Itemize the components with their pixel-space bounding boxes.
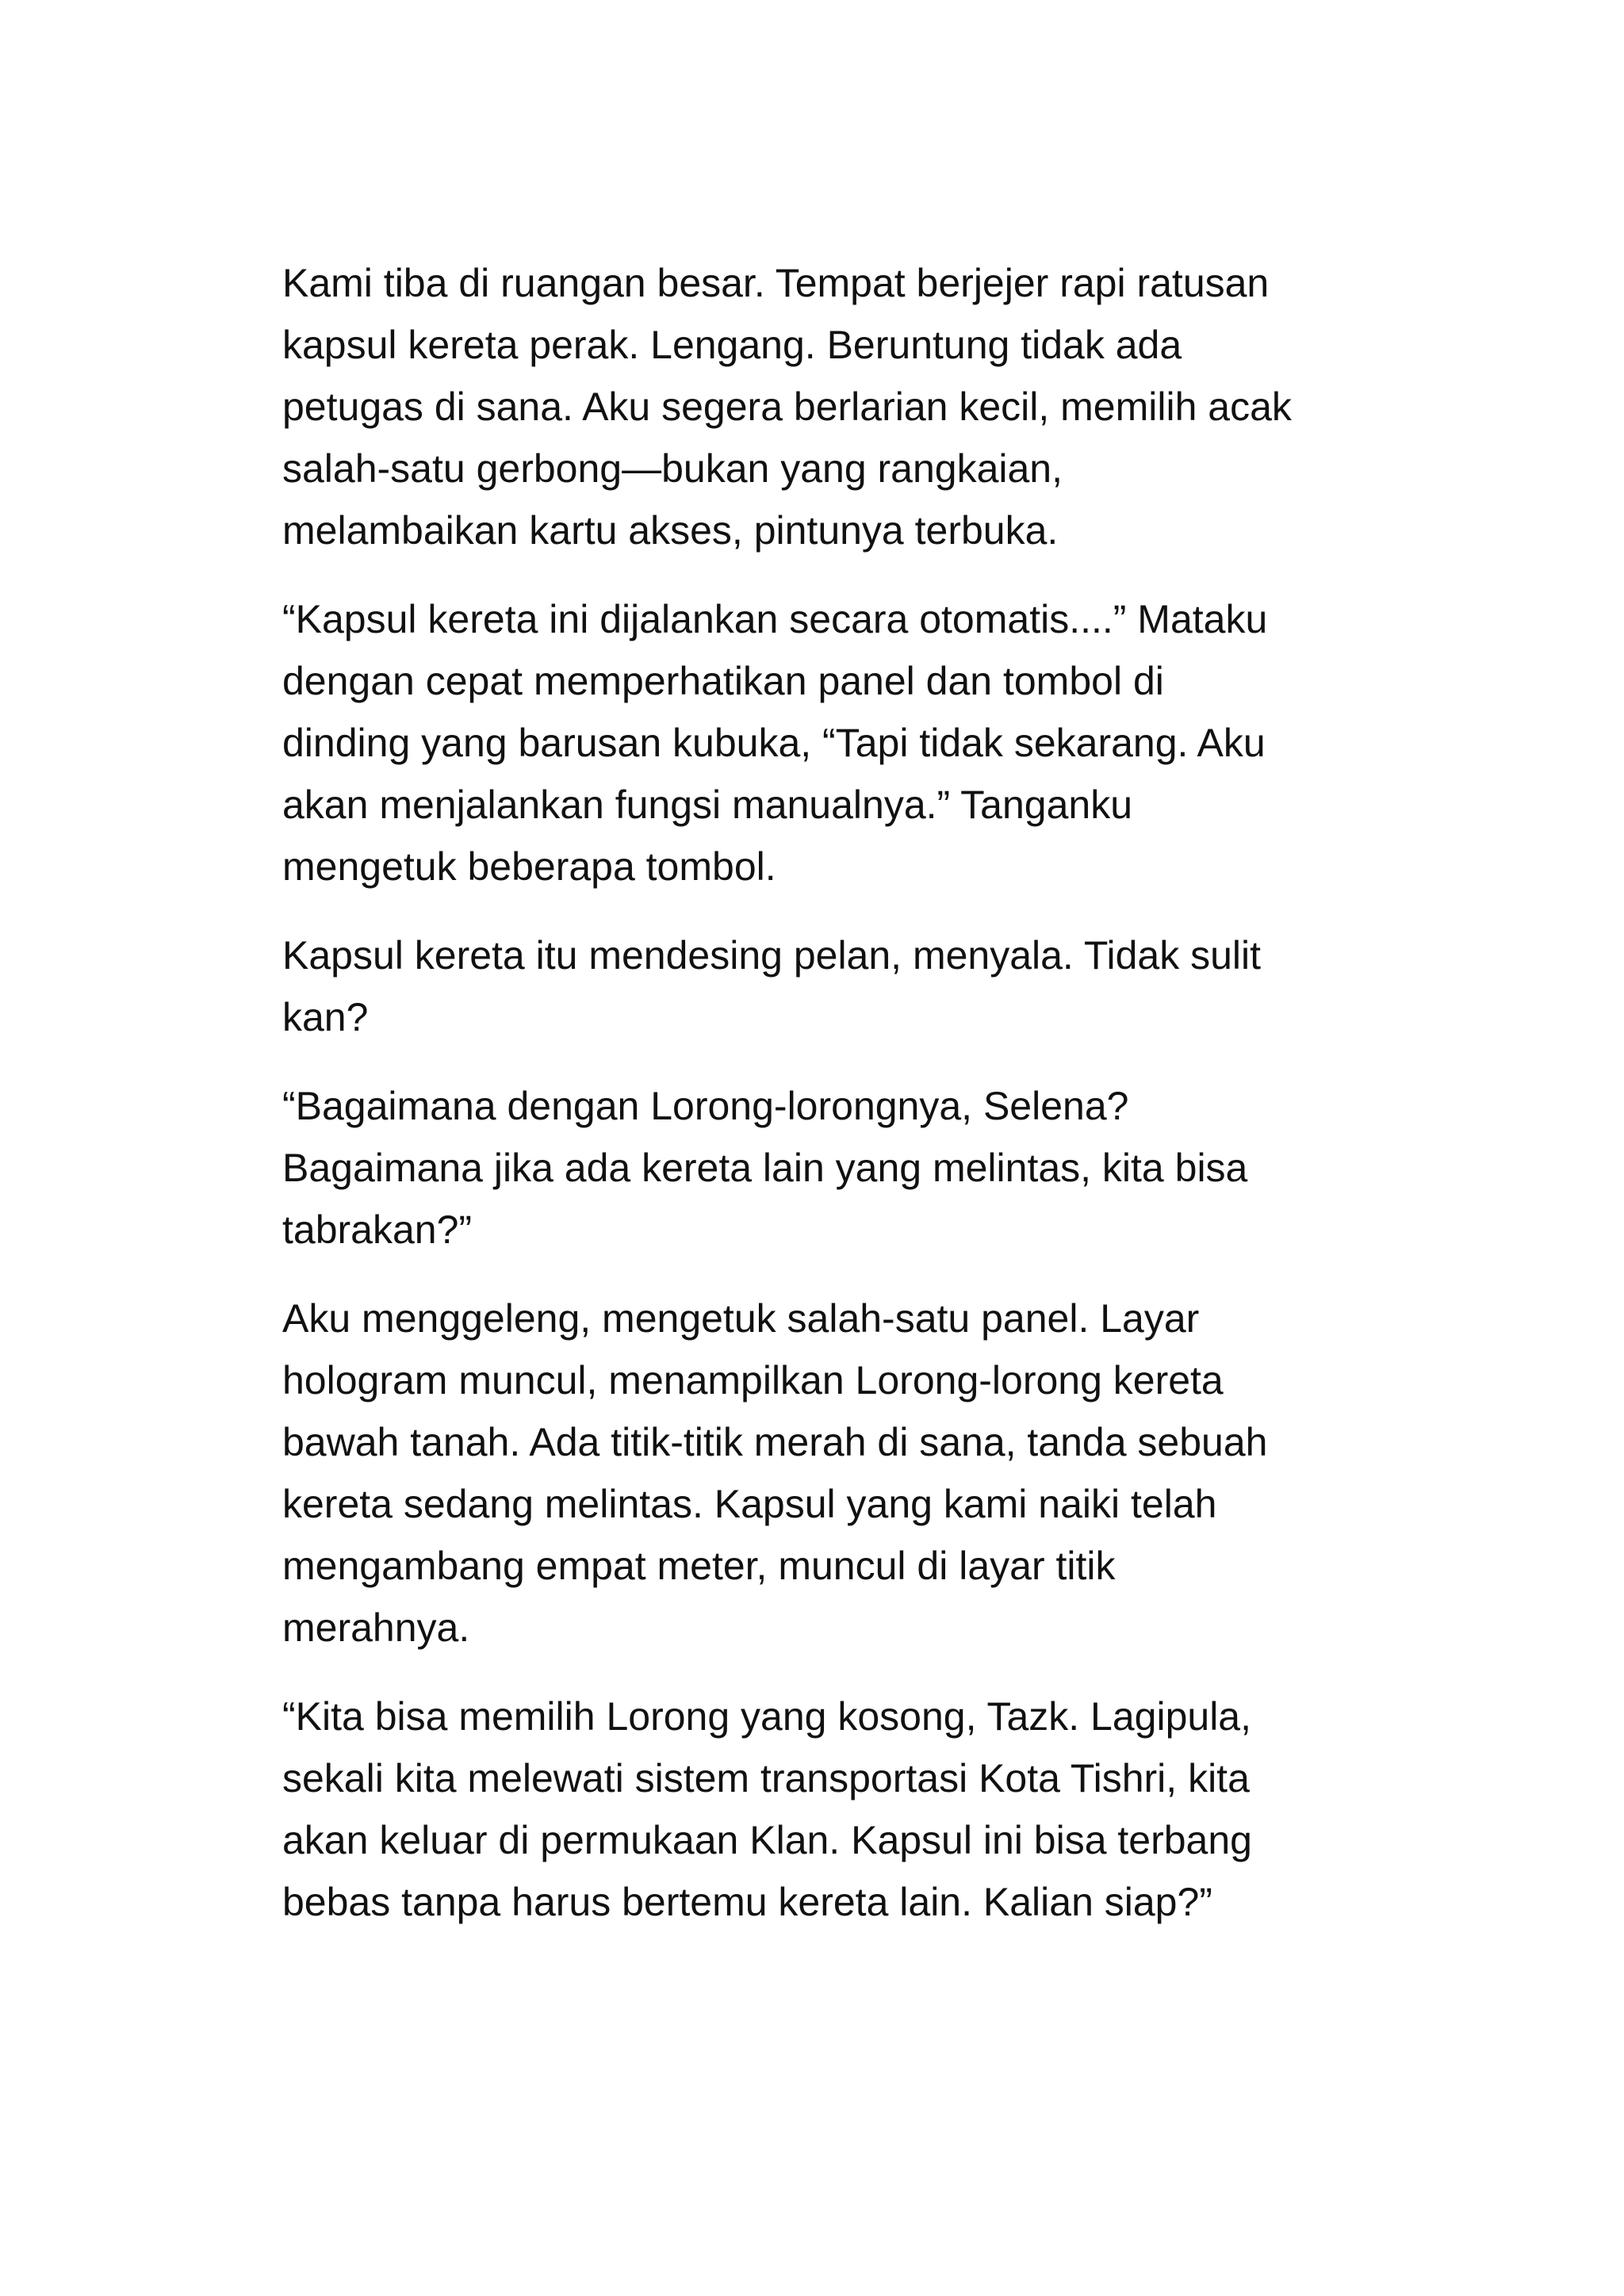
paragraph-line: kapsul kereta perak. Lengang. Beruntung tidak ada bbox=[282, 323, 1182, 367]
paragraph-line: bawah tanah. Ada titik-titik merah di sana, tanda sebuah bbox=[282, 1420, 1268, 1464]
paragraph-line: akan menjalankan fungsi manualnya.” Tanganku bbox=[282, 783, 1133, 827]
paragraph-line: Kapsul kereta itu mendesing pelan, menyala. Tidak sulit bbox=[282, 933, 1262, 978]
paragraph-4 bbox=[282, 1075, 1369, 1261]
paragraph-6 bbox=[282, 1686, 1369, 1933]
paragraph-line: “Bagaimana dengan Lorong-lorongnya, Selena? bbox=[282, 1084, 1129, 1128]
paragraph-line: dengan cepat memperhatikan panel dan tombol di bbox=[282, 659, 1164, 703]
paragraph-line: bebas tanpa harus bertemu kereta lain. Kalian siap?” bbox=[282, 1880, 1212, 1924]
paragraph-1 bbox=[282, 252, 1369, 561]
paragraph-line: sekali kita melewati sistem transportasi Kota Tishri, kita bbox=[282, 1756, 1250, 1800]
paragraph-line: tabrakan?” bbox=[282, 1207, 473, 1252]
paragraph-line: salah-satu gerbong—bukan yang rangkaian, bbox=[282, 446, 1063, 491]
paragraph-line: Kami tiba di ruangan besar. Tempat berjejer rapi ratusan bbox=[282, 261, 1270, 305]
paragraph-line: Bagaimana jika ada kereta lain yang melintas, kita bisa bbox=[282, 1146, 1248, 1190]
paragraph-5 bbox=[282, 1288, 1369, 1659]
paragraph-line: akan keluar di permukaan Klan. Kapsul ini bisa terbang bbox=[282, 1818, 1252, 1862]
paragraph-2 bbox=[282, 588, 1369, 897]
paragraph-line: kan? bbox=[282, 995, 369, 1039]
paragraph-line: mengetuk beberapa tombol. bbox=[282, 844, 776, 889]
paragraph-line: hologram muncul, menampilkan Lorong-lorong kereta bbox=[282, 1358, 1224, 1402]
paragraph-line: melambaikan kartu akses, pintunya terbuka. bbox=[282, 508, 1059, 553]
paragraph-line: petugas di sana. Aku segera berlarian kecil, memilih acak bbox=[282, 385, 1292, 429]
paragraph-line: “Kapsul kereta ini dijalankan secara otomatis....” Mataku bbox=[282, 597, 1268, 641]
paragraph-line: “Kita bisa memilih Lorong yang kosong, Tazk. Lagipula, bbox=[282, 1694, 1251, 1739]
paragraph-line: Aku menggeleng, mengetuk salah-satu panel. Layar bbox=[282, 1296, 1200, 1341]
paragraph-line: kereta sedang melintas. Kapsul yang kami naiki telah bbox=[282, 1482, 1217, 1526]
paragraph-line: merahnya. bbox=[282, 1605, 470, 1650]
document-page bbox=[282, 252, 1369, 1960]
paragraph-line: dinding yang barusan kubuka, “Tapi tidak sekarang. Aku bbox=[282, 721, 1266, 765]
paragraph-3 bbox=[282, 924, 1369, 1048]
paragraph-line: mengambang empat meter, muncul di layar titik bbox=[282, 1544, 1116, 1588]
